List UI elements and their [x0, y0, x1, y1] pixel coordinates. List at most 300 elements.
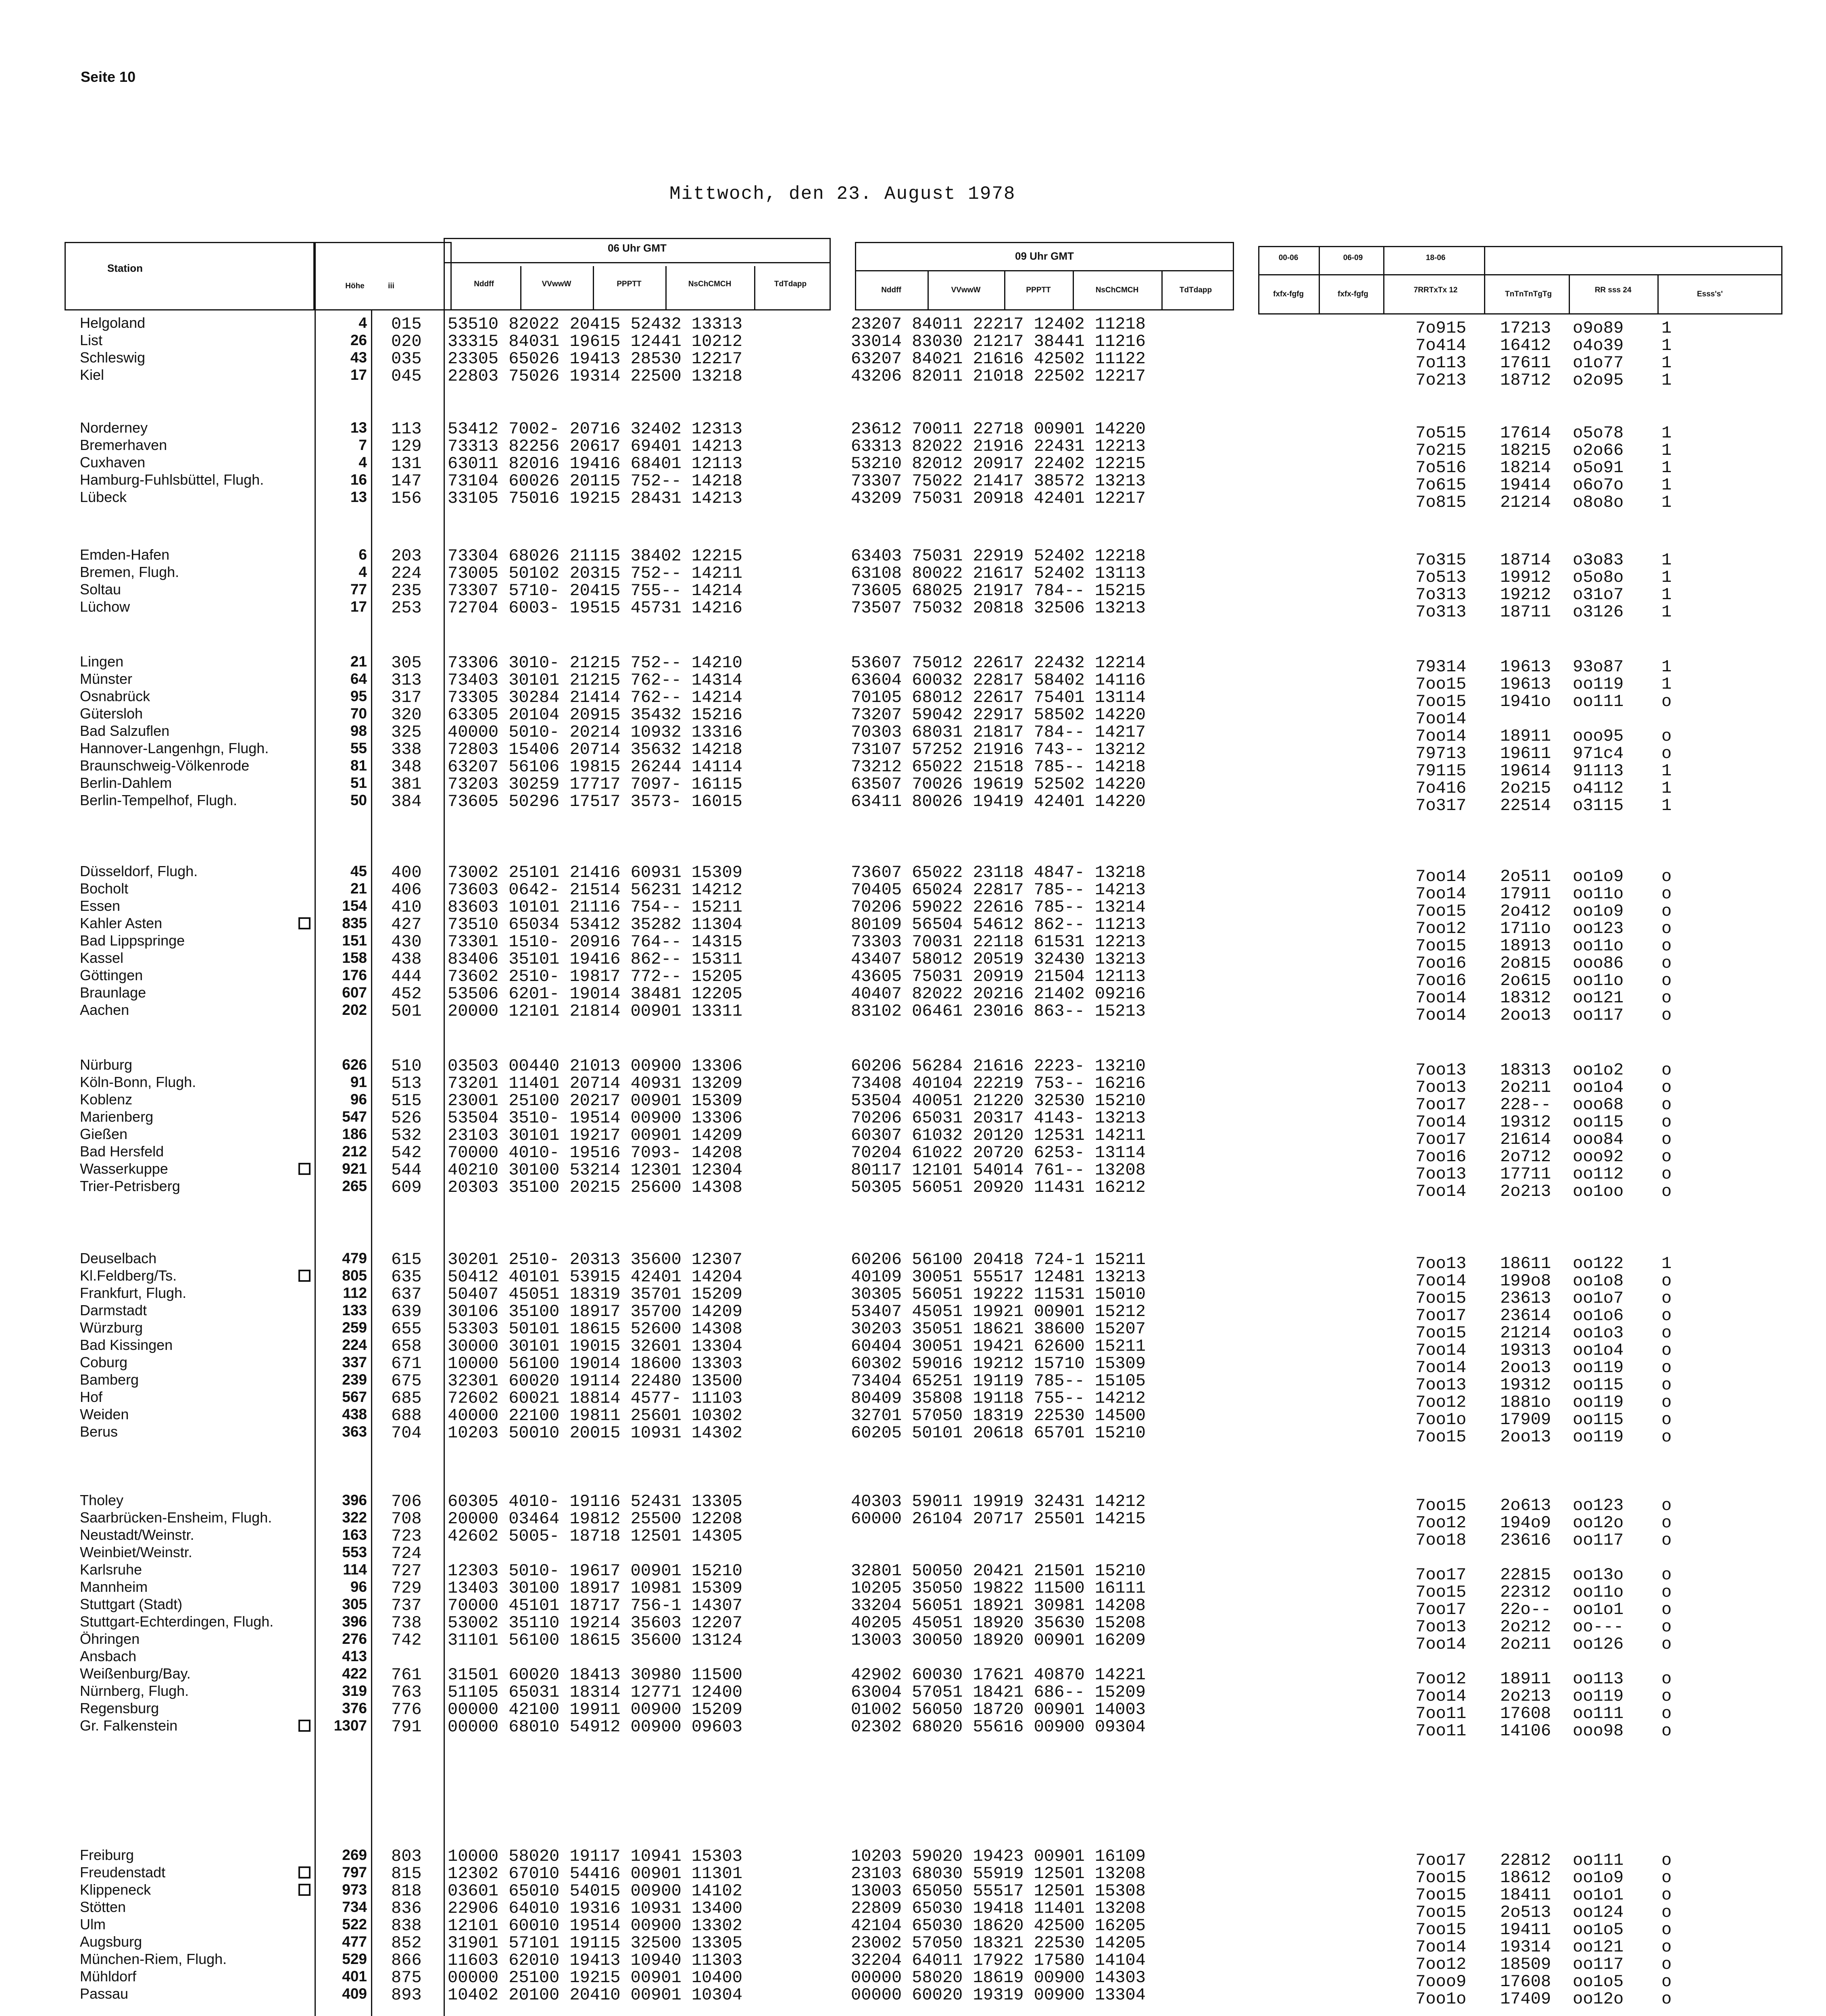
station-name: Nürburg — [80, 1056, 133, 1073]
group-tmin: 23616 — [1500, 1531, 1551, 1550]
station-header: Station — [107, 262, 143, 274]
group-esss: o — [1661, 1060, 1672, 1080]
station-id: 045 — [391, 367, 422, 386]
group-rrsss: oo119 — [1573, 1358, 1624, 1377]
station-id: 513 — [391, 1074, 422, 1093]
station-name: Ansbach — [80, 1648, 137, 1664]
c09-vvwww: VVwwW — [951, 286, 981, 294]
group-tmin: 18509 — [1500, 1955, 1551, 1974]
obs-06utc: 40210 30100 53214 12301 12304 — [448, 1160, 742, 1180]
station-height: 363 — [342, 1423, 367, 1440]
station-height: 422 — [342, 1665, 367, 1682]
station-name: Passau — [80, 1985, 129, 2002]
group-7rr: 7oo12 — [1415, 1955, 1467, 1974]
station-id: 818 — [391, 1881, 422, 1901]
station-id: 427 — [391, 915, 422, 934]
obs-09utc: 63604 60032 22817 58402 14116 — [851, 671, 1146, 690]
obs-06utc: 03503 00440 21013 00900 13306 — [448, 1056, 742, 1076]
obs-06utc: 63305 20104 20915 35432 15216 — [448, 705, 742, 725]
group-rrsss: oo111 — [1573, 1851, 1624, 1870]
group-7rr: 7o516 — [1415, 458, 1467, 477]
station-id: 544 — [391, 1160, 422, 1180]
obs-06utc: 73605 50296 17517 3573- 16015 — [448, 792, 742, 811]
group-esss: o — [1661, 1427, 1672, 1447]
station-id: 325 — [391, 723, 422, 742]
group-tmin: 17614 — [1500, 423, 1551, 443]
station-height: 21 — [350, 653, 367, 670]
group-tmin: 18913 — [1500, 936, 1551, 956]
iii-right-line — [444, 310, 445, 2016]
station-height: 133 — [342, 1302, 367, 1318]
right-group-divider — [1258, 274, 1782, 275]
station-marker-icon — [298, 1884, 311, 1898]
station-id: 639 — [391, 1302, 422, 1321]
rc-fx2: fxfx-fgfg — [1338, 290, 1368, 298]
group-tmin: 19614 — [1500, 761, 1551, 781]
station-name: Gießen — [80, 1126, 128, 1142]
group-esss: o — [1661, 1358, 1672, 1377]
obs-06utc: 72704 6003- 19515 45731 14216 — [448, 598, 742, 618]
station-name: Aachen — [80, 1002, 129, 1018]
station-name: Schleswig — [80, 349, 146, 366]
obs-06utc: 73510 65034 53412 35282 11304 — [448, 915, 742, 934]
obs-06utc: 73002 25101 21416 60931 15309 — [448, 863, 742, 882]
obs-09utc: 01002 56050 18720 00901 14003 — [851, 1700, 1146, 1719]
station-id: 866 — [391, 1951, 422, 1970]
group-7rr: 7oo17 — [1415, 1306, 1467, 1325]
station-name: Osnabrück — [80, 688, 150, 704]
group-7rr: 7oo16 — [1415, 954, 1467, 973]
c06-tdtdapp: TdTdapp — [774, 280, 807, 288]
group-7rr: 7o317 — [1415, 796, 1467, 815]
station-name: Braunschweig-Völkenrode — [80, 757, 250, 774]
station-id: 515 — [391, 1091, 422, 1110]
c09-ppptt: PPPTT — [1026, 286, 1051, 294]
obs-09utc: 13003 65050 55517 12501 15308 — [851, 1881, 1146, 1901]
group-tmin: 2o615 — [1500, 971, 1551, 990]
station-height: 438 — [342, 1406, 367, 1422]
group-tmin: 22514 — [1500, 796, 1551, 815]
station-id: 704 — [391, 1423, 422, 1443]
group-tmin: 18911 — [1500, 727, 1551, 746]
obs-09utc: 70303 68031 21817 784-- 14217 — [851, 723, 1146, 742]
station-name: Stuttgart (Stadt) — [80, 1596, 183, 1612]
station-height: 158 — [342, 950, 367, 966]
station-height: 26 — [350, 332, 367, 348]
group-7rr: 79314 — [1415, 657, 1467, 677]
station-id: 609 — [391, 1178, 422, 1197]
obs-06utc: 10203 50010 20015 10931 14302 — [448, 1423, 742, 1443]
hoehe-header-box — [315, 242, 452, 310]
station-name: Gr. Falkenstein — [80, 1717, 178, 1734]
station-name: Münster — [80, 671, 133, 687]
station-header-box — [65, 242, 315, 310]
obs-06utc: 73403 30101 21215 762-- 14314 — [448, 671, 742, 690]
group-tmin: 18214 — [1500, 458, 1551, 477]
group-rrsss: oo11o — [1573, 971, 1624, 990]
group-tmin: 17911 — [1500, 884, 1551, 904]
station-height: 547 — [342, 1108, 367, 1125]
group-esss: 1 — [1661, 585, 1672, 604]
empty-square-icon — [298, 1866, 311, 1879]
station-height: 276 — [342, 1631, 367, 1647]
group-rrsss: o3o83 — [1573, 550, 1624, 570]
station-height: 319 — [342, 1683, 367, 1699]
group-7rr: 7oo15 — [1415, 1903, 1467, 1922]
group-tmin: 228-- — [1500, 1095, 1551, 1114]
obs-06utc: 53510 82022 20415 52432 13313 — [448, 314, 742, 334]
group-7rr: 7oo14 — [1415, 1687, 1467, 1706]
station-name: Coburg — [80, 1354, 128, 1370]
group-esss: o — [1661, 1306, 1672, 1325]
station-height: 835 — [342, 915, 367, 931]
group-7rr: 7oo14 — [1415, 1182, 1467, 1201]
group-tmin: 19314 — [1500, 1937, 1551, 1957]
obs-06utc: 12302 67010 54416 00901 11301 — [448, 1864, 742, 1883]
station-marker-icon — [298, 1270, 311, 1284]
station-id: 510 — [391, 1056, 422, 1076]
station-name: Berus — [80, 1423, 118, 1440]
obs-09utc: 10205 35050 19822 11500 16111 — [851, 1579, 1146, 1598]
station-height: 322 — [342, 1509, 367, 1526]
obs-06utc: 22906 64010 19316 10931 13400 — [448, 1899, 742, 1918]
group-esss: o — [1661, 1687, 1672, 1706]
group-tmin: 19613 — [1500, 675, 1551, 694]
group-rrsss: oo121 — [1573, 988, 1624, 1008]
station-id: 658 — [391, 1337, 422, 1356]
group-7rr: 7o815 — [1415, 493, 1467, 512]
c09-tdtdapp: TdTdapp — [1179, 286, 1212, 294]
station-height: 45 — [350, 863, 367, 879]
group-esss: o — [1661, 988, 1672, 1008]
group-7rr: 7o113 — [1415, 353, 1467, 373]
group-rrsss: o6o7o — [1573, 475, 1624, 495]
group-tmin: 17213 — [1500, 319, 1551, 338]
group-rrsss: oo119 — [1573, 1687, 1624, 1706]
group-rrsss: o5o91 — [1573, 458, 1624, 477]
obs-06utc: 83406 35101 19416 862-- 15311 — [448, 950, 742, 969]
station-height: 95 — [350, 688, 367, 704]
obs-06utc: 73201 11401 20714 40931 13209 — [448, 1074, 742, 1093]
group-rrsss: 93o87 — [1573, 657, 1624, 677]
station-id: 685 — [391, 1389, 422, 1408]
station-name: Regensburg — [80, 1700, 159, 1716]
station-name: Essen — [80, 898, 121, 914]
rc-tntn: TnTnTnTgTg — [1505, 290, 1552, 298]
group-7rr: 7oo14 — [1415, 1271, 1467, 1291]
station-id: 655 — [391, 1319, 422, 1339]
group-rrsss: oo126 — [1573, 1635, 1624, 1654]
group-esss: o — [1661, 902, 1672, 921]
obs-09utc: 32801 50050 20421 21501 15210 — [851, 1561, 1146, 1581]
group-tmin: 23614 — [1500, 1306, 1551, 1325]
obs-06utc: 00000 42100 19911 00900 15209 — [448, 1700, 742, 1719]
group-rrsss: oo1oo — [1573, 1182, 1624, 1201]
group-rrsss: o5o78 — [1573, 423, 1624, 443]
group-rrsss: oo11o — [1573, 936, 1624, 956]
c06-nddff: Nddff — [474, 280, 494, 288]
station-height: 805 — [342, 1267, 367, 1284]
group-tmin: 17409 — [1500, 1989, 1551, 2009]
obs-09utc: 73605 68025 21917 784-- 15215 — [851, 581, 1146, 600]
group-esss: 1 — [1661, 796, 1672, 815]
group-7rr: 7oo15 — [1415, 1920, 1467, 1939]
group-rrsss: oo11o — [1573, 884, 1624, 904]
group-tmin: 22812 — [1500, 1851, 1551, 1870]
station-name: Berlin-Dahlem — [80, 775, 172, 791]
obs-09utc: 10203 59020 19423 00901 16109 — [851, 1847, 1146, 1866]
station-id: 313 — [391, 671, 422, 690]
station-height: 224 — [342, 1337, 367, 1353]
group-tmin: 18411 — [1500, 1885, 1551, 1905]
group-rrsss: oo122 — [1573, 1254, 1624, 1273]
station-id: 675 — [391, 1371, 422, 1391]
station-height: 96 — [350, 1091, 367, 1108]
group-7rr: 7oo14 — [1415, 709, 1467, 729]
group-esss: o — [1661, 1972, 1672, 1991]
group-7rr: 7oo15 — [1415, 692, 1467, 711]
group-tmin: 1881o — [1500, 1393, 1551, 1412]
station-name: Öhringen — [80, 1631, 140, 1647]
c09-div2 — [1004, 270, 1005, 310]
group-tmin: 2o215 — [1500, 779, 1551, 798]
station-id: 836 — [391, 1899, 422, 1918]
station-name: Bremen, Flugh. — [80, 564, 179, 580]
c06-div3 — [665, 266, 667, 310]
group-7rr: 7oo17 — [1415, 1130, 1467, 1149]
obs-09utc: 00000 60020 19319 00900 13304 — [851, 1985, 1146, 2005]
station-name: Stötten — [80, 1899, 126, 1915]
obs-09utc: 73207 59042 22917 58502 14220 — [851, 705, 1146, 725]
station-height: 973 — [342, 1881, 367, 1898]
group-7rr: 7oo15 — [1415, 936, 1467, 956]
station-name: Deuselbach — [80, 1250, 157, 1266]
group-rrsss: oo12o — [1573, 1513, 1624, 1533]
station-height: 409 — [342, 1985, 367, 2002]
obs-09utc: 83102 06461 23016 863-- 15213 — [851, 1002, 1146, 1021]
station-marker-icon — [298, 1866, 311, 1881]
obs-09utc: 23612 70011 22718 00901 14220 — [851, 419, 1146, 439]
station-height: 81 — [350, 757, 367, 774]
group-tmin: 18712 — [1500, 371, 1551, 390]
group-7rr: 79713 — [1415, 744, 1467, 763]
group-rrsss: ooo98 — [1573, 1721, 1624, 1741]
station-id: 348 — [391, 757, 422, 777]
obs-06utc: 32301 60020 19114 22480 13500 — [448, 1371, 742, 1391]
group-7rr: 7oo15 — [1415, 1323, 1467, 1343]
group-7rr: 7oo14 — [1415, 1006, 1467, 1025]
station-height: 21 — [350, 880, 367, 897]
obs-09utc: 40303 59011 19919 32431 14212 — [851, 1492, 1146, 1511]
group-rrsss: oo112 — [1573, 1164, 1624, 1184]
group-7rr: 7oo17 — [1415, 1600, 1467, 1619]
rc-fx1: fxfx-fgfg — [1273, 290, 1304, 298]
obs-06utc: 31501 60020 18413 30980 11500 — [448, 1665, 742, 1685]
station-id: 224 — [391, 564, 422, 583]
group-esss: o — [1661, 744, 1672, 763]
group-esss: o — [1661, 1147, 1672, 1166]
obs-06utc: 73304 68026 21115 38402 12215 — [448, 546, 742, 566]
hoehe-header: Höhe — [345, 282, 365, 290]
group-rrsss: oo1o2 — [1573, 1060, 1624, 1080]
group-rrsss: o4112 — [1573, 779, 1624, 798]
station-height: 212 — [342, 1143, 367, 1160]
group-rrsss: oo123 — [1573, 919, 1624, 938]
group-esss: o — [1661, 1600, 1672, 1619]
group-tmin: 18711 — [1500, 602, 1551, 622]
group-rrsss: oo121 — [1573, 1937, 1624, 1957]
obs-09utc: 40407 82022 20216 21402 09216 — [851, 984, 1146, 1004]
station-height: 553 — [342, 1544, 367, 1560]
station-name: Mühldorf — [80, 1968, 137, 1985]
station-id: 129 — [391, 437, 422, 456]
group-tmin: 199o8 — [1500, 1271, 1551, 1291]
station-height: 259 — [342, 1319, 367, 1336]
obs-09utc: 50305 56051 20920 11431 16212 — [851, 1178, 1146, 1197]
obs-06utc: 73603 0642- 21514 56231 14212 — [448, 880, 742, 900]
group-esss: 1 — [1661, 779, 1672, 798]
group-rrsss: oo1o6 — [1573, 1306, 1624, 1325]
group-esss: 1 — [1661, 1254, 1672, 1273]
station-id: 444 — [391, 967, 422, 986]
group-esss: 1 — [1661, 568, 1672, 587]
group-rrsss: o3126 — [1573, 602, 1624, 622]
group-tmin: 19611 — [1500, 744, 1551, 763]
group-7rr: 7oo14 — [1415, 1341, 1467, 1360]
station-name: Hannover-Langenhgn, Flugh. — [80, 740, 269, 756]
station-id: 317 — [391, 688, 422, 707]
obs-06utc: 12303 5010- 19617 00901 15210 — [448, 1561, 742, 1581]
station-height: 337 — [342, 1354, 367, 1370]
station-name: Würzburg — [80, 1319, 143, 1336]
group-esss: o — [1661, 1341, 1672, 1360]
group-rrsss: o2o95 — [1573, 371, 1624, 390]
station-height: 91 — [350, 1074, 367, 1090]
group-tmin: 19613 — [1500, 657, 1551, 677]
group-7rr: 7o915 — [1415, 319, 1467, 338]
station-id: 838 — [391, 1916, 422, 1935]
station-id: 635 — [391, 1267, 422, 1287]
obs-09utc: 30203 35051 18621 38600 15207 — [851, 1319, 1146, 1339]
c06-ppptt: PPPTT — [617, 280, 642, 288]
group-7rr: 7oo11 — [1415, 1704, 1467, 1723]
station-height: 734 — [342, 1899, 367, 1915]
hoehe-right-line — [371, 310, 372, 2016]
station-id: 384 — [391, 792, 422, 811]
station-id: 852 — [391, 1933, 422, 1953]
group-rrsss: oo1o1 — [1573, 1885, 1624, 1905]
group-tmin: 2o511 — [1500, 867, 1551, 886]
group-7rr: 7oo12 — [1415, 1513, 1467, 1533]
group-rrsss: oo115 — [1573, 1112, 1624, 1132]
group-tmin: 19912 — [1500, 568, 1551, 587]
station-height: 70 — [350, 705, 367, 722]
group-rrsss: oo117 — [1573, 1955, 1624, 1974]
obs-06utc: 10000 58020 19117 10941 15303 — [448, 1847, 742, 1866]
group-7rr: 7o513 — [1415, 568, 1467, 587]
group-esss: 1 — [1661, 475, 1672, 495]
obs-09utc: 70405 65024 22817 785-- 14213 — [851, 880, 1146, 900]
group-esss: o — [1661, 1112, 1672, 1132]
group-tmin: 17909 — [1500, 1410, 1551, 1429]
group-7rr: 7oo14 — [1415, 1937, 1467, 1957]
station-name: München-Riem, Flugh. — [80, 1951, 227, 1967]
station-id: 791 — [391, 1717, 422, 1737]
station-id: 235 — [391, 581, 422, 600]
rg-div5 — [1657, 274, 1659, 314]
obs-06utc: 30106 35100 18917 35700 14209 — [448, 1302, 742, 1321]
group09-divider — [855, 270, 1234, 271]
station-name: Hof — [80, 1389, 103, 1405]
station-name: Weißenburg/Bay. — [80, 1665, 191, 1682]
c06-vvwww: VVwwW — [542, 280, 571, 288]
station-marker-icon — [298, 1720, 311, 1734]
group-rrsss: oo124 — [1573, 1903, 1624, 1922]
station-height: 477 — [342, 1933, 367, 1950]
group-rrsss: ooo92 — [1573, 1147, 1624, 1166]
obs-06utc: 20000 12101 21814 00901 13311 — [448, 1002, 742, 1021]
group-rrsss: oo12o — [1573, 1989, 1624, 2009]
obs-09utc: 63507 70026 19619 52502 14220 — [851, 775, 1146, 794]
station-id: 020 — [391, 332, 422, 351]
obs-06utc: 73005 50102 20315 752-- 14211 — [448, 564, 742, 583]
group-tmin: 16412 — [1500, 336, 1551, 355]
obs-09utc: 53210 82012 20917 22402 12215 — [851, 454, 1146, 473]
obs-09utc: 40109 30051 55517 12481 13213 — [851, 1267, 1146, 1287]
station-height: 50 — [350, 792, 367, 808]
station-id: 156 — [391, 489, 422, 508]
group-tmin: 17608 — [1500, 1972, 1551, 1991]
obs-09utc: 23002 57050 18321 22530 14205 — [851, 1933, 1146, 1953]
group-7rr: 7oo15 — [1415, 1289, 1467, 1308]
group-rrsss: oo1o9 — [1573, 1868, 1624, 1887]
group-7rr: 7oo15 — [1415, 1583, 1467, 1602]
group-7rr: 7oo13 — [1415, 1617, 1467, 1637]
obs-06utc: 20303 35100 20215 25600 14308 — [448, 1178, 742, 1197]
obs-06utc: 50412 40101 53915 42401 14204 — [448, 1267, 742, 1287]
group-esss: o — [1661, 1496, 1672, 1515]
obs-06utc: 31101 56100 18615 35600 13124 — [448, 1631, 742, 1650]
empty-square-icon — [298, 917, 311, 929]
station-height: 4 — [359, 314, 367, 331]
group-7rr: 7oo15 — [1415, 675, 1467, 694]
station-name: Bremerhaven — [80, 437, 167, 453]
group-esss: o — [1661, 1868, 1672, 1887]
group-tmin: 18215 — [1500, 441, 1551, 460]
obs-09utc: 60206 56284 21616 2223- 13210 — [851, 1056, 1146, 1076]
obs-09utc: 60307 61032 20120 12531 14211 — [851, 1126, 1146, 1145]
obs-09utc: 60404 30051 19421 62600 15211 — [851, 1337, 1146, 1356]
group-esss: o — [1661, 1721, 1672, 1741]
station-id: 035 — [391, 349, 422, 369]
obs-06utc: 03601 65010 54015 00900 14102 — [448, 1881, 742, 1901]
group-7rr: 7oo12 — [1415, 1669, 1467, 1689]
station-id: 803 — [391, 1847, 422, 1866]
group-7rr: 7oo16 — [1415, 971, 1467, 990]
empty-square-icon — [298, 1270, 311, 1282]
obs-09utc: 63313 82022 21916 22431 12213 — [851, 437, 1146, 456]
station-name: List — [80, 332, 103, 348]
station-id: 893 — [391, 1985, 422, 2005]
station-id: 253 — [391, 598, 422, 618]
station-name: Freiburg — [80, 1847, 134, 1863]
group-tmin: 2o211 — [1500, 1078, 1551, 1097]
obs-06utc: 33105 75016 19215 28431 14213 — [448, 489, 742, 508]
group-esss: o — [1661, 727, 1672, 746]
station-name: Emden-Hafen — [80, 546, 170, 563]
group-tmin: 14106 — [1500, 1721, 1551, 1741]
station-name: Lübeck — [80, 489, 127, 505]
